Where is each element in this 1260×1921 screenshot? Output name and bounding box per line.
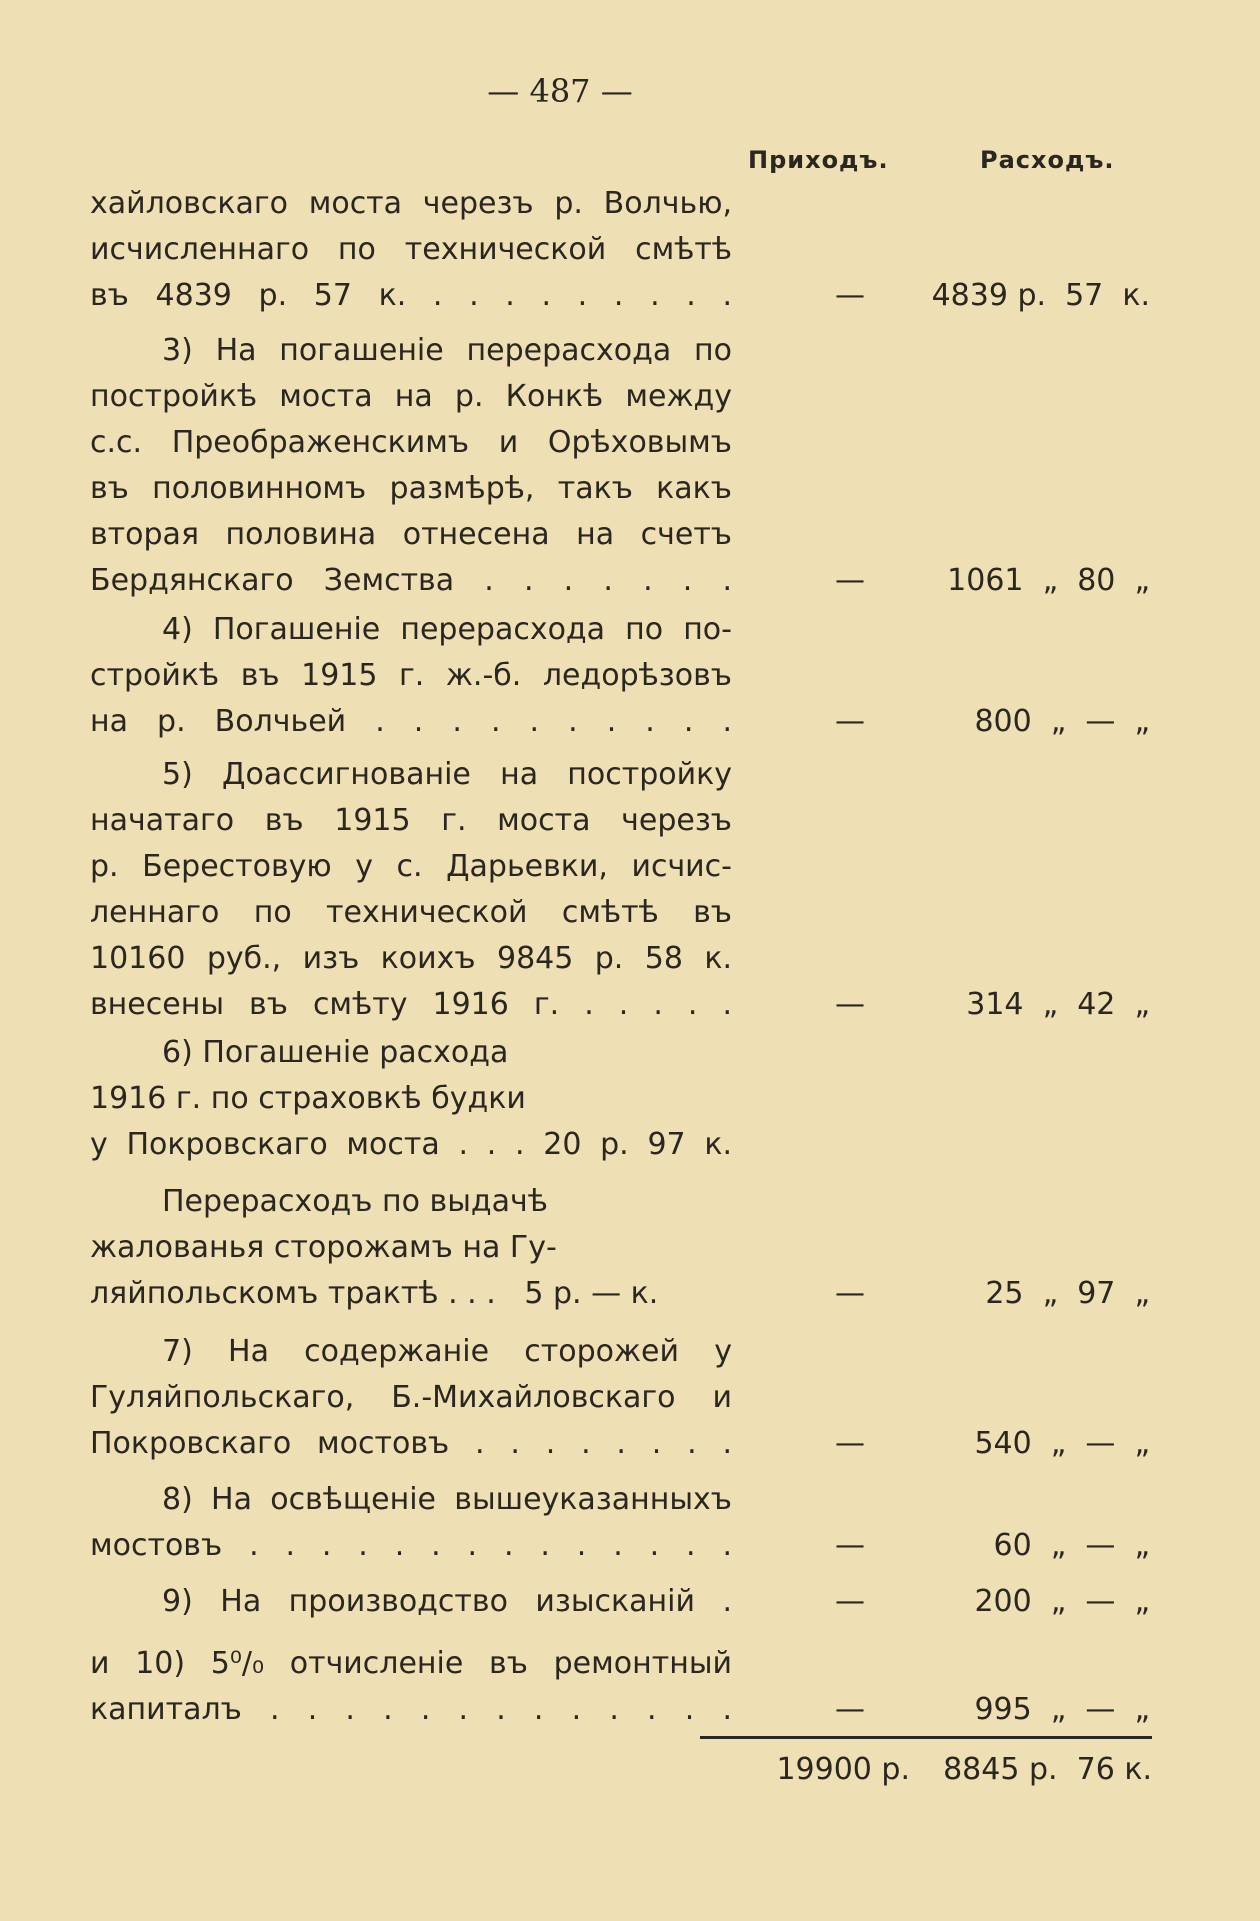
total-rule xyxy=(700,1736,1152,1739)
line-income: — xyxy=(835,563,865,598)
ledger-line xyxy=(0,1584,1260,1628)
line-expense: 1061 „ 80 „ xyxy=(947,563,1150,598)
totals-row xyxy=(0,1752,1260,1796)
ledger-line xyxy=(0,1035,1260,1079)
line-text: и 10) 5⁰/₀ отчисленіе въ ремонтный xyxy=(90,1646,732,1681)
line-expense: 995 „ — „ xyxy=(974,1692,1150,1727)
line-text: Гуляйпольскаго, Б.-Михайловскаго и xyxy=(90,1380,732,1415)
line-text: 1916 г. по страховкѣ будки xyxy=(90,1081,526,1116)
ledger-line xyxy=(0,612,1260,656)
ledger-line xyxy=(0,278,1260,322)
ledger-line xyxy=(0,895,1260,939)
line-expense: 4839 р. 57 к. xyxy=(931,278,1150,313)
ledger-line xyxy=(0,1334,1260,1378)
ledger-line xyxy=(0,471,1260,515)
line-income: — xyxy=(835,278,865,313)
line-income: — xyxy=(835,704,865,739)
line-income: — xyxy=(835,1584,865,1619)
line-text: въ половинномъ размѣрѣ, такъ какъ xyxy=(90,471,732,506)
ledger-line xyxy=(0,186,1260,230)
line-text: внесены въ смѣту 1916 г. . . . . . xyxy=(90,987,732,1022)
line-text: капиталъ . . . . . . . . . . . . . xyxy=(90,1692,732,1727)
line-income: — xyxy=(835,1276,865,1311)
ledger-line xyxy=(0,1081,1260,1125)
ledger-line xyxy=(0,849,1260,893)
line-text: вторая половина отнесена на счетъ xyxy=(90,517,732,552)
line-text: Перерасходъ по выдачѣ xyxy=(162,1184,548,1219)
line-expense: 200 „ — „ xyxy=(974,1584,1150,1619)
ledger-line xyxy=(0,1482,1260,1526)
total-income: 19900 р. xyxy=(776,1752,910,1787)
income-column-header: Приходъ. xyxy=(748,146,889,174)
line-text: начатаго въ 1915 г. моста черезъ xyxy=(90,803,732,838)
expense-column-header: Расходъ. xyxy=(980,146,1115,174)
page-number: — 487 — xyxy=(487,72,633,110)
line-expense: 25 „ 97 „ xyxy=(985,1276,1150,1311)
line-text: 9) На производство изысканій . xyxy=(162,1584,732,1619)
line-text: Покровскаго мостовъ . . . . . . . . xyxy=(90,1426,732,1461)
line-text: хайловскаго моста черезъ р. Волчью, xyxy=(90,186,732,221)
line-text: 7) На содержаніе сторожей у xyxy=(162,1334,732,1369)
ledger-line xyxy=(0,517,1260,561)
ledger-line xyxy=(0,1426,1260,1470)
line-expense: 314 „ 42 „ xyxy=(966,987,1150,1022)
line-income: — xyxy=(835,987,865,1022)
line-income: — xyxy=(835,1426,865,1461)
line-text: 5) Доассигнованіе на постройку xyxy=(162,757,732,792)
line-text: 6) Погашеніе расхода xyxy=(162,1035,509,1070)
line-expense: 540 „ — „ xyxy=(974,1426,1150,1461)
ledger-line xyxy=(0,1528,1260,1572)
line-expense: 60 „ — „ xyxy=(993,1528,1150,1563)
line-income: — xyxy=(835,1528,865,1563)
ledger-line xyxy=(0,232,1260,276)
ledger-line xyxy=(0,425,1260,469)
ledger-line xyxy=(0,803,1260,847)
line-text: р. Берестовую у с. Дарьевки, исчис- xyxy=(90,849,732,884)
line-text: 8) На освѣщеніе вышеуказанныхъ xyxy=(162,1482,732,1517)
line-text: на р. Волчьей . . . . . . . . . . xyxy=(90,704,732,739)
ledger-line xyxy=(0,333,1260,377)
ledger-line xyxy=(0,987,1260,1031)
ledger-line xyxy=(0,704,1260,748)
line-text: исчисленнаго по технической смѣтѣ xyxy=(90,232,732,267)
ledger-line xyxy=(0,1127,1260,1171)
line-text: жалованья сторожамъ на Гу- xyxy=(90,1230,557,1265)
line-text: у Покровскаго моста . . . 20 р. 97 к. xyxy=(90,1127,732,1162)
ledger-line xyxy=(0,757,1260,801)
line-text: 10160 руб., изъ коихъ 9845 р. 58 к. xyxy=(90,941,732,976)
line-expense: 800 „ — „ xyxy=(974,704,1150,739)
ledger-line xyxy=(0,563,1260,607)
line-text: стройкѣ въ 1915 г. ж.-б. ледорѣзовъ xyxy=(90,658,732,693)
line-text: Бердянскаго Земства . . . . . . . xyxy=(90,563,732,598)
line-text: леннаго по технической смѣтѣ въ xyxy=(90,895,732,930)
line-text: постройкѣ моста на р. Конкѣ между xyxy=(90,379,732,414)
ledger-line xyxy=(0,658,1260,702)
ledger-line xyxy=(0,941,1260,985)
ledger-line xyxy=(0,1692,1260,1736)
total-expense: 8845 р. 76 к. xyxy=(943,1752,1152,1787)
ledger-line xyxy=(0,1184,1260,1228)
line-text: въ 4839 р. 57 к. . . . . . . . . . xyxy=(90,278,732,313)
ledger-line xyxy=(0,1646,1260,1690)
line-text: с.с. Преображенскимъ и Орѣховымъ xyxy=(90,425,732,460)
line-text: мостовъ . . . . . . . . . . . . . . xyxy=(90,1528,732,1563)
ledger-line xyxy=(0,1276,1260,1320)
ledger-line xyxy=(0,379,1260,423)
ledger-line xyxy=(0,1230,1260,1274)
line-text: ляйпольскомъ трактѣ . . . 5 р. — к. xyxy=(90,1276,659,1311)
ledger-line xyxy=(0,1380,1260,1424)
line-text: 3) На погашеніе перерасхода по xyxy=(162,333,732,368)
line-text: 4) Погашеніе перерасхода по по- xyxy=(162,612,732,647)
line-income: — xyxy=(835,1692,865,1727)
